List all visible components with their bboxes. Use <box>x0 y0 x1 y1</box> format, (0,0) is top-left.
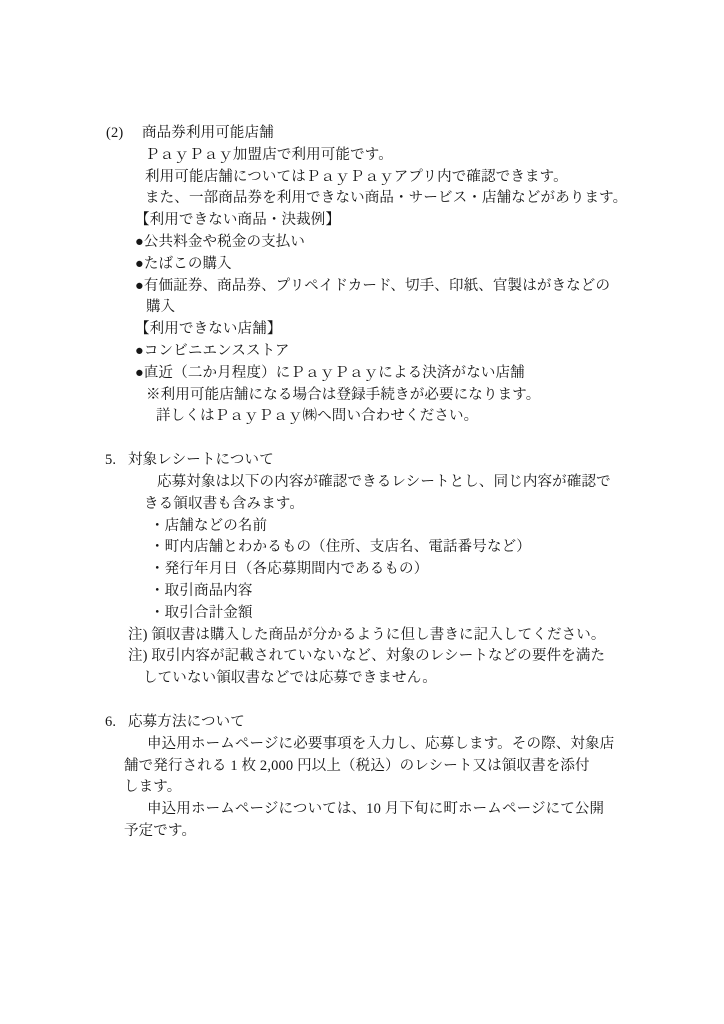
list-item: ・取引合計金額 <box>150 604 253 621</box>
section-number: (2) <box>106 125 124 141</box>
section-heading-text: 対象レシートについて <box>128 452 274 469</box>
body-line: 予定です。 <box>124 822 197 839</box>
body-line: 応募対象は以下の内容が確認できるレシートとし、同じ内容が確認で <box>157 473 611 490</box>
body-line: 利用可能店舗についてはＰａｙＰａｙアプリ内で確認できます。 <box>145 168 568 185</box>
list-item: ・発行年月日（各応募期間内であるもの） <box>150 561 429 578</box>
note-line: 注) 取引内容が記載されていないなど、対象のレシートなどの要件を満た <box>128 648 606 665</box>
bullet-item: ●公共料金や税金の支払い <box>135 233 306 250</box>
section-heading <box>0 712 724 734</box>
bullet-item: ●たばこの購入 <box>135 255 232 272</box>
list-item: ・町内店舗とわかるもの（住所、支店名、電話番号など） <box>150 539 531 556</box>
section-eligible-receipts <box>0 450 724 690</box>
section-number: 5. <box>105 452 117 469</box>
note-line-continuation: していない領収書などでは応募できません。 <box>143 670 437 687</box>
note-line-continuation: 詳しくはＰａｙＰａｙ㈱へ問い合わせください。 <box>156 408 479 425</box>
body-line: 申込用ホームページに必要事項を入力し、応募します。その際、対象店 <box>147 735 615 752</box>
note-line: ※利用可能店舗になる場合は登録手続きが必要になります。 <box>146 386 541 403</box>
body-line: きる領収書も含みます。 <box>144 495 304 512</box>
bullet-item-continuation: 購入 <box>146 299 176 316</box>
bullet-item: ●有価証券、商品券、プリペイドカード、切手、印紙、官製はがきなどの <box>135 277 611 294</box>
body-line: します。 <box>124 779 182 796</box>
body-line: また、一部商品券を利用できない商品・サービス・店舗などがあります。 <box>145 190 628 207</box>
body-line: 申込用ホームページについては、10 月下旬に町ホームページにて公開 <box>147 801 605 818</box>
section-heading-text: 商品券利用可能店舗 <box>142 125 274 141</box>
section-heading <box>0 123 724 145</box>
section-heading-text: 応募方法について <box>128 713 245 730</box>
bullet-item: ●直近（二か月程度）にＰａｙＰａｙによる決済がない店舗 <box>135 364 525 381</box>
bracket-label: 【利用できない店舗】 <box>135 321 282 338</box>
list-item: ・取引商品内容 <box>150 582 253 599</box>
section-heading <box>0 450 724 472</box>
body-line: ＰａｙＰａｙ加盟店で利用可能です。 <box>145 146 393 163</box>
note-line: 注) 領収書は購入した商品が分かるように但し書きに記入してください。 <box>128 626 606 643</box>
section-application-method <box>0 712 724 843</box>
section-number: 6. <box>105 713 117 730</box>
body-line: 舗で発行される 1 枚 2,000 円以上（税込）のレシート又は領収書を添付 <box>124 757 590 774</box>
section-voucher-stores <box>0 123 724 428</box>
bracket-label: 【利用できない商品・決裁例】 <box>135 212 341 229</box>
list-item: ・店舗などの名前 <box>150 517 268 534</box>
bullet-item: ●コンビニエンスストア <box>135 342 290 359</box>
